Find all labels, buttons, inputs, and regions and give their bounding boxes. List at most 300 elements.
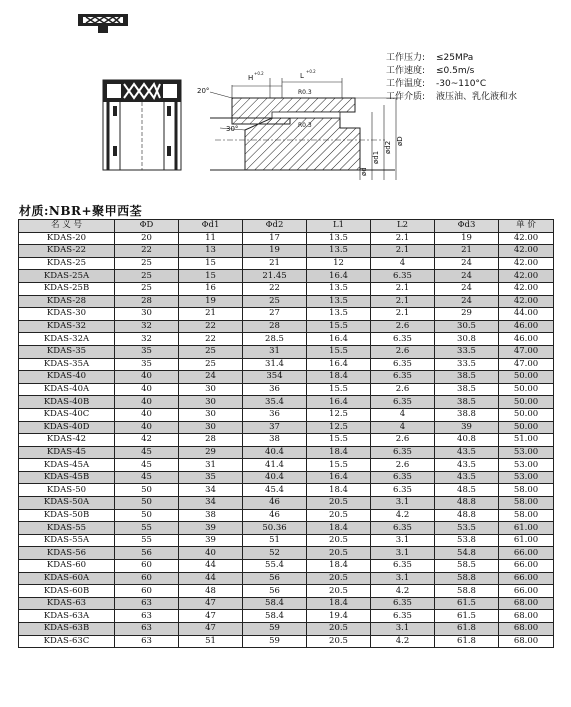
table-cell-col-d: 63 (115, 610, 179, 623)
table-cell-col-d1: 15 (179, 270, 243, 283)
table-cell-col-l1: 13.5 (307, 245, 371, 258)
table-cell-col-l2: 6.35 (371, 333, 435, 346)
table-cell-col-price: 58.00 (499, 484, 554, 497)
table-row (19, 408, 554, 421)
table-cell-col-d1: 30 (179, 383, 243, 396)
table-cell-col-d3: 58.5 (435, 560, 499, 573)
header-col-d: ΦD (115, 220, 179, 233)
table-cell-col-l1: 20.5 (307, 635, 371, 648)
table-cell-col-price: 53.00 (499, 446, 554, 459)
table-cell-col-d2: 46 (243, 497, 307, 510)
table-header-row (19, 220, 554, 233)
table-cell-col-price: 68.00 (499, 623, 554, 636)
table-cell-col-price: 50.00 (499, 396, 554, 409)
table-cell-col-d1: 40 (179, 547, 243, 560)
table-cell-col-name: KDAS-55A (19, 534, 115, 547)
table-cell-col-name: KDAS-63B (19, 623, 115, 636)
table-cell-col-d2: 59 (243, 623, 307, 636)
table-cell-col-price: 68.00 (499, 597, 554, 610)
table-cell-col-name: KDAS-40D (19, 421, 115, 434)
table-cell-col-price: 42.00 (499, 295, 554, 308)
table-cell-col-name: KDAS-40C (19, 408, 115, 421)
table-cell-col-d1: 28 (179, 434, 243, 447)
table-cell-col-d3: 24 (435, 257, 499, 270)
table-cell-col-d: 40 (115, 383, 179, 396)
table-cell-col-name: KDAS-45A (19, 459, 115, 472)
table-cell-col-name: KDAS-25A (19, 270, 115, 283)
table-cell-col-l1: 15.5 (307, 345, 371, 358)
table-cell-col-price: 51.00 (499, 434, 554, 447)
table-cell-col-d2: 38 (243, 434, 307, 447)
table-cell-col-l2: 2.1 (371, 232, 435, 245)
spec-label: 工作速度: (386, 66, 426, 76)
table-row (19, 459, 554, 472)
table-cell-col-l1: 16.4 (307, 358, 371, 371)
table-cell-col-l2: 4 (371, 421, 435, 434)
table-cell-col-d: 20 (115, 232, 179, 245)
table-cell-col-d2: 31 (243, 345, 307, 358)
table-cell-col-d: 40 (115, 408, 179, 421)
table-cell-col-price: 58.00 (499, 497, 554, 510)
table-cell-col-d2: 36 (243, 383, 307, 396)
table-cell-col-l2: 2.1 (371, 308, 435, 321)
table-cell-col-l2: 4 (371, 257, 435, 270)
header-col-name: 名 义 号 (19, 220, 115, 233)
table-cell-col-price: 61.00 (499, 534, 554, 547)
spec-label: 工作介质: (386, 92, 426, 102)
table-cell-col-d3: 48.8 (435, 497, 499, 510)
table-cell-col-d3: 38.5 (435, 396, 499, 409)
table-cell-col-d1: 51 (179, 635, 243, 648)
table-row (19, 471, 554, 484)
table-row (19, 497, 554, 510)
table-cell-col-d1: 31 (179, 459, 243, 472)
table-cell-col-price: 47.00 (499, 358, 554, 371)
table-cell-col-l2: 3.1 (371, 572, 435, 585)
table-cell-col-d3: 54.8 (435, 547, 499, 560)
table-cell-col-d2: 51 (243, 534, 307, 547)
table-cell-col-l1: 12.5 (307, 408, 371, 421)
table-cell-col-l2: 3.1 (371, 547, 435, 560)
table-cell-col-d: 28 (115, 295, 179, 308)
table-cell-col-price: 46.00 (499, 320, 554, 333)
r2-label: R0.3 (298, 122, 312, 129)
table-cell-col-l1: 18.4 (307, 560, 371, 573)
table-row (19, 597, 554, 610)
table-cell-col-name: KDAS-45 (19, 446, 115, 459)
table-cell-col-d2: 37 (243, 421, 307, 434)
table-cell-col-d: 60 (115, 572, 179, 585)
table-cell-col-d2: 21.45 (243, 270, 307, 283)
table-cell-col-d1: 21 (179, 308, 243, 321)
table-cell-col-price: 53.00 (499, 459, 554, 472)
table-row (19, 421, 554, 434)
table-cell-col-price: 66.00 (499, 585, 554, 598)
table-cell-col-price: 42.00 (499, 232, 554, 245)
table-cell-col-d: 55 (115, 522, 179, 535)
table-cell-col-d3: 53.5 (435, 522, 499, 535)
table-cell-col-name: KDAS-45B (19, 471, 115, 484)
table-cell-col-d: 32 (115, 320, 179, 333)
table-cell-col-d3: 30.5 (435, 320, 499, 333)
table-cell-col-price: 42.00 (499, 257, 554, 270)
table-cell-col-l2: 2.1 (371, 295, 435, 308)
table-cell-col-l1: 18.4 (307, 484, 371, 497)
table-cell-col-d1: 29 (179, 446, 243, 459)
table-cell-col-l2: 6.35 (371, 610, 435, 623)
table-cell-col-price: 50.00 (499, 408, 554, 421)
table-cell-col-d3: 33.5 (435, 345, 499, 358)
table-cell-col-d2: 58.4 (243, 610, 307, 623)
table-cell-col-name: KDAS-50B (19, 509, 115, 522)
table-cell-col-name: KDAS-40 (19, 371, 115, 384)
table-cell-col-d1: 44 (179, 572, 243, 585)
table-cell-col-d2: 55.4 (243, 560, 307, 573)
table-cell-col-d2: 59 (243, 635, 307, 648)
table-cell-col-l1: 19.4 (307, 610, 371, 623)
table-cell-col-l1: 13.5 (307, 232, 371, 245)
table-cell-col-d: 63 (115, 597, 179, 610)
table-cell-col-name: KDAS-28 (19, 295, 115, 308)
table-cell-col-name: KDAS-56 (19, 547, 115, 560)
table-cell-col-name: KDAS-60B (19, 585, 115, 598)
table-row (19, 358, 554, 371)
header-col-d1: Φd1 (179, 220, 243, 233)
table-cell-col-d: 50 (115, 497, 179, 510)
d-label: ød (360, 167, 368, 176)
spec-value: -30~110°C (436, 79, 487, 89)
table-cell-col-price: 47.00 (499, 345, 554, 358)
table-cell-col-d3: 19 (435, 232, 499, 245)
table-cell-col-d: 40 (115, 371, 179, 384)
table-cell-col-l2: 4.2 (371, 509, 435, 522)
table-cell-col-d3: 38.5 (435, 383, 499, 396)
table-cell-col-name: KDAS-25B (19, 282, 115, 295)
table-cell-col-l1: 15.5 (307, 434, 371, 447)
d1-label: ød1 (372, 150, 380, 164)
table-cell-col-d1: 30 (179, 421, 243, 434)
table-cell-col-price: 50.00 (499, 371, 554, 384)
table-cell-col-d1: 22 (179, 320, 243, 333)
table-row (19, 610, 554, 623)
table-cell-col-d1: 39 (179, 522, 243, 535)
table-cell-col-d1: 25 (179, 345, 243, 358)
table-cell-col-d: 35 (115, 345, 179, 358)
table-cell-col-d3: 43.5 (435, 459, 499, 472)
table-cell-col-name: KDAS-30 (19, 308, 115, 321)
table-row (19, 257, 554, 270)
table-cell-col-l1: 13.5 (307, 295, 371, 308)
seal-profile-icon (78, 14, 128, 33)
table-cell-col-d2: 354 (243, 371, 307, 384)
table-cell-col-l1: 15.5 (307, 459, 371, 472)
table-cell-col-l1: 20.5 (307, 497, 371, 510)
table-cell-col-d: 50 (115, 484, 179, 497)
table-cell-col-d3: 58.8 (435, 572, 499, 585)
table-cell-col-l2: 4.2 (371, 585, 435, 598)
table-cell-col-l1: 13.5 (307, 282, 371, 295)
table-cell-col-d: 40 (115, 421, 179, 434)
table-row (19, 232, 554, 245)
table-cell-col-l1: 20.5 (307, 509, 371, 522)
table-cell-col-d: 45 (115, 471, 179, 484)
table-cell-col-d1: 22 (179, 333, 243, 346)
table-cell-col-name: KDAS-63 (19, 597, 115, 610)
table-cell-col-l2: 3.1 (371, 534, 435, 547)
table-row (19, 308, 554, 321)
table-cell-col-l1: 12 (307, 257, 371, 270)
header-col-l1: L1 (307, 220, 371, 233)
table-row (19, 245, 554, 258)
spec-label: 工作压力: (386, 53, 426, 63)
table-cell-col-d2: 58.4 (243, 597, 307, 610)
table-cell-col-d3: 48.5 (435, 484, 499, 497)
table-cell-col-l1: 16.4 (307, 396, 371, 409)
table-cell-col-d1: 48 (179, 585, 243, 598)
table-cell-col-l2: 3.1 (371, 497, 435, 510)
spec-value: 液压油、乳化液和水 (436, 92, 518, 102)
spec-medium (386, 91, 517, 104)
table-cell-col-l2: 6.35 (371, 270, 435, 283)
spec-table (18, 219, 554, 648)
seal-cross-section (103, 80, 181, 170)
table-cell-col-d: 56 (115, 547, 179, 560)
table-cell-col-l1: 12.5 (307, 421, 371, 434)
table-cell-col-d3: 61.8 (435, 635, 499, 648)
table-cell-col-d2: 22 (243, 282, 307, 295)
table-cell-col-price: 42.00 (499, 245, 554, 258)
table-row (19, 547, 554, 560)
h-tol-label: +0.2 (254, 71, 264, 76)
table-row (19, 434, 554, 447)
d2-label: ød2 (384, 140, 392, 154)
table-cell-col-name: KDAS-20 (19, 232, 115, 245)
table-cell-col-d2: 28.5 (243, 333, 307, 346)
table-cell-col-d: 60 (115, 585, 179, 598)
table-cell-col-d2: 41.4 (243, 459, 307, 472)
table-cell-col-l1: 16.4 (307, 471, 371, 484)
table-cell-col-price: 50.00 (499, 421, 554, 434)
table-row (19, 534, 554, 547)
table-cell-col-l1: 20.5 (307, 572, 371, 585)
table-row (19, 383, 554, 396)
table-cell-col-d1: 47 (179, 597, 243, 610)
table-cell-col-l2: 4.2 (371, 635, 435, 648)
table-cell-col-d: 45 (115, 446, 179, 459)
table-cell-col-name: KDAS-42 (19, 434, 115, 447)
table-cell-col-l2: 2.6 (371, 434, 435, 447)
table-cell-col-l2: 6.35 (371, 371, 435, 384)
table-cell-col-name: KDAS-63C (19, 635, 115, 648)
header-col-d3: Φd3 (435, 220, 499, 233)
table-cell-col-d3: 61.5 (435, 610, 499, 623)
table-cell-col-d: 22 (115, 245, 179, 258)
table-cell-col-l2: 6.35 (371, 597, 435, 610)
table-cell-col-l1: 20.5 (307, 547, 371, 560)
header-col-l2: L2 (371, 220, 435, 233)
table-cell-col-l2: 6.35 (371, 396, 435, 409)
table-row (19, 371, 554, 384)
table-cell-col-price: 50.00 (499, 383, 554, 396)
table-body (19, 232, 554, 648)
table-row (19, 333, 554, 346)
table-cell-col-d: 63 (115, 635, 179, 648)
table-cell-col-d1: 11 (179, 232, 243, 245)
table-cell-col-d: 45 (115, 459, 179, 472)
table-cell-col-l1: 16.4 (307, 333, 371, 346)
table-cell-col-d3: 30.8 (435, 333, 499, 346)
table-cell-col-d3: 24 (435, 270, 499, 283)
table-cell-col-d2: 36 (243, 408, 307, 421)
table-cell-col-l2: 6.35 (371, 560, 435, 573)
table-cell-col-l1: 15.5 (307, 383, 371, 396)
table-cell-col-l2: 2.1 (371, 245, 435, 258)
table-cell-col-l1: 16.4 (307, 270, 371, 283)
table-cell-col-name: KDAS-32 (19, 320, 115, 333)
table-cell-col-l1: 15.5 (307, 320, 371, 333)
table-cell-col-d: 30 (115, 308, 179, 321)
spec-value: ≤0.5m/s (436, 66, 475, 76)
table-row (19, 635, 554, 648)
table-cell-col-name: KDAS-55 (19, 522, 115, 535)
table-cell-col-d3: 53.8 (435, 534, 499, 547)
table-cell-col-d3: 48.8 (435, 509, 499, 522)
table-cell-col-l2: 2.6 (371, 320, 435, 333)
table-cell-col-d: 50 (115, 509, 179, 522)
table-row (19, 295, 554, 308)
spec-label: 工作温度: (386, 79, 426, 89)
table-row (19, 446, 554, 459)
table-cell-col-l2: 6.35 (371, 484, 435, 497)
table-cell-col-d3: 61.8 (435, 623, 499, 636)
table-cell-col-d: 55 (115, 534, 179, 547)
table-cell-col-d3: 39 (435, 421, 499, 434)
table-cell-col-d1: 38 (179, 509, 243, 522)
r1-label: R0.3 (298, 89, 312, 96)
table-cell-col-d: 42 (115, 434, 179, 447)
spec-pressure (386, 52, 517, 65)
table-cell-col-name: KDAS-63A (19, 610, 115, 623)
table-cell-col-price: 42.00 (499, 270, 554, 283)
table-cell-col-name: KDAS-32A (19, 333, 115, 346)
table-cell-col-d3: 61.5 (435, 597, 499, 610)
table-cell-col-d2: 46 (243, 509, 307, 522)
table-cell-col-l2: 4 (371, 408, 435, 421)
table-row (19, 282, 554, 295)
table-cell-col-d1: 13 (179, 245, 243, 258)
table-cell-col-d: 25 (115, 257, 179, 270)
table-cell-col-d2: 17 (243, 232, 307, 245)
table-cell-col-d1: 19 (179, 295, 243, 308)
table-cell-col-d2: 45.4 (243, 484, 307, 497)
table-cell-col-l1: 20.5 (307, 585, 371, 598)
table-cell-col-d1: 25 (179, 358, 243, 371)
table-cell-col-d: 35 (115, 358, 179, 371)
table-cell-col-d2: 28 (243, 320, 307, 333)
table-cell-col-l1: 18.4 (307, 371, 371, 384)
table-cell-col-d2: 35.4 (243, 396, 307, 409)
table-cell-col-d: 25 (115, 282, 179, 295)
table-cell-col-l2: 3.1 (371, 623, 435, 636)
table-cell-col-l1: 20.5 (307, 534, 371, 547)
working-specs (386, 52, 517, 104)
material-title: 材质:NBR+聚甲西荃 (19, 204, 143, 218)
table-row (19, 509, 554, 522)
spec-table-container (18, 219, 553, 648)
table-cell-col-d3: 38.5 (435, 371, 499, 384)
table-cell-col-price: 68.00 (499, 635, 554, 648)
table-cell-col-name: KDAS-35A (19, 358, 115, 371)
table-cell-col-l2: 2.6 (371, 459, 435, 472)
table-cell-col-name: KDAS-60A (19, 572, 115, 585)
l-tol-label: +0.2 (306, 69, 316, 74)
table-cell-col-d2: 50.36 (243, 522, 307, 535)
table-cell-col-name: KDAS-40B (19, 396, 115, 409)
table-cell-col-l2: 2.6 (371, 383, 435, 396)
table-cell-col-l2: 2.1 (371, 282, 435, 295)
table-cell-col-price: 44.00 (499, 308, 554, 321)
h-label: H (248, 74, 254, 82)
angle-bottom-label: 30° (226, 125, 239, 133)
table-cell-col-price: 42.00 (499, 282, 554, 295)
table-cell-col-d1: 44 (179, 560, 243, 573)
table-cell-col-name: KDAS-25 (19, 257, 115, 270)
table-cell-col-d2: 27 (243, 308, 307, 321)
table-row (19, 345, 554, 358)
table-cell-col-d3: 24 (435, 295, 499, 308)
l-label: L (300, 72, 304, 80)
table-cell-col-price: 68.00 (499, 610, 554, 623)
table-cell-col-d1: 39 (179, 534, 243, 547)
table-cell-col-d1: 47 (179, 610, 243, 623)
table-cell-col-d3: 29 (435, 308, 499, 321)
table-cell-col-price: 46.00 (499, 333, 554, 346)
table-cell-col-d2: 25 (243, 295, 307, 308)
table-cell-col-name: KDAS-40A (19, 383, 115, 396)
spec-temperature (386, 78, 517, 91)
table-cell-col-l1: 20.5 (307, 623, 371, 636)
table-cell-col-d3: 43.5 (435, 446, 499, 459)
table-cell-col-d3: 40.8 (435, 434, 499, 447)
table-cell-col-d3: 58.8 (435, 585, 499, 598)
table-row (19, 396, 554, 409)
header-col-price: 单 价 (499, 220, 554, 233)
table-cell-col-l1: 18.4 (307, 597, 371, 610)
bigd-label: øD (396, 136, 404, 146)
table-cell-col-d: 32 (115, 333, 179, 346)
table-row (19, 522, 554, 535)
table-cell-col-name: KDAS-22 (19, 245, 115, 258)
table-cell-col-price: 66.00 (499, 547, 554, 560)
table-cell-col-price: 61.00 (499, 522, 554, 535)
spec-value: ≤25MPa (436, 53, 474, 63)
table-row (19, 623, 554, 636)
table-cell-col-d1: 47 (179, 623, 243, 636)
table-cell-col-price: 66.00 (499, 572, 554, 585)
table-cell-col-d1: 34 (179, 484, 243, 497)
table-cell-col-price: 53.00 (499, 471, 554, 484)
table-cell-col-l1: 18.4 (307, 446, 371, 459)
table-cell-col-name: KDAS-50A (19, 497, 115, 510)
table-row (19, 585, 554, 598)
spec-speed (386, 65, 517, 78)
table-cell-col-d1: 16 (179, 282, 243, 295)
table-cell-col-d3: 38.8 (435, 408, 499, 421)
table-cell-col-d2: 31.4 (243, 358, 307, 371)
table-cell-col-d2: 21 (243, 257, 307, 270)
header-col-d2: Φd2 (243, 220, 307, 233)
table-cell-col-l1: 13.5 (307, 308, 371, 321)
